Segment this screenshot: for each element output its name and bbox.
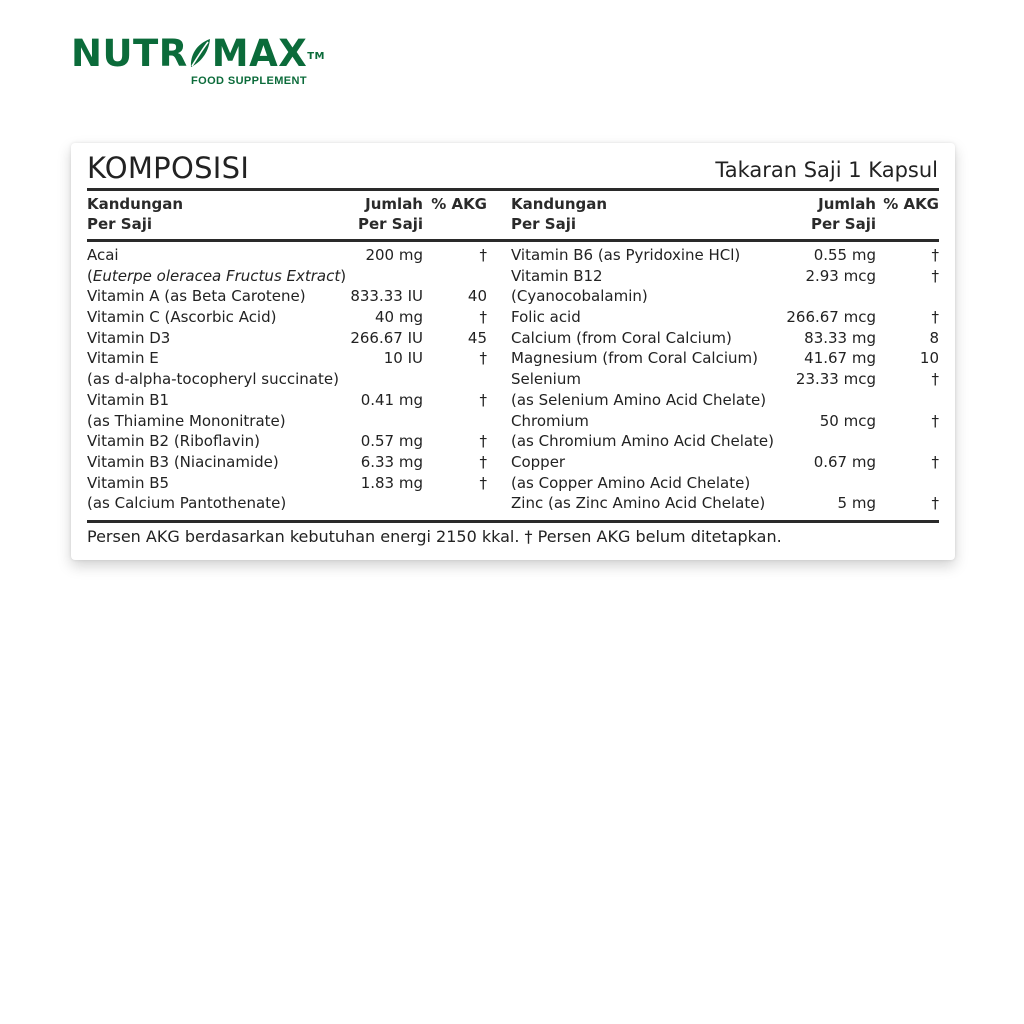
panel-title: KOMPOSISI [87,151,250,185]
table-row [511,348,939,369]
nutrient-akg: † [931,494,939,513]
footnote: Persen AKG berdasarkan kebutuhan energi 2150 kkal. † Persen AKG belum ditetapkan. [87,527,782,546]
nutrient-name: Copper [511,452,566,471]
logo-wordmark [71,34,325,74]
nutrient-name: Vitamin B6 (as Pyridoxine HCl) [511,246,741,264]
table-row [87,431,487,452]
nutrient-amount: 83.33 mg [804,328,876,347]
nutrient-amount: 23.33 mcg [795,370,876,389]
nutrient-name: Chromium [511,411,589,430]
table-row [511,473,939,494]
nutrient-name: Vitamin C (Ascorbic Acid) [87,308,277,327]
nutrient-amount: 2.93 mcg [805,266,876,285]
nutrient-amount: 6.33 mg [360,452,423,471]
left-rows [87,245,487,514]
right-rows [511,245,939,514]
nutrient-amount: 50 mcg [819,411,876,430]
table-row [87,369,487,390]
table-row [511,369,939,390]
nutrient-akg: † [479,349,487,368]
serving-size: Takaran Saji 1 Kapsul [715,158,938,182]
nutrient-akg: † [479,432,487,451]
table-row [87,493,487,514]
nutrient-name: (as Calcium Pantothenate) [87,494,287,513]
table-row [511,328,939,349]
table-row [87,348,487,369]
nutrient-name: Acai [87,246,119,264]
header-jumlah: Jumlah Per Saji [811,195,876,233]
nutrient-akg: † [479,246,487,264]
nutrient-amount: 40 mg [375,308,423,327]
nutrient-amount: 1.83 mg [360,473,423,492]
nutrient-amount: 5 mg [837,494,876,513]
table-row [87,286,487,307]
nutrient-akg: † [931,411,939,430]
nutrient-akg: † [931,266,939,285]
nutrient-name: Magnesium (from Coral Calcium) [511,349,758,368]
table-row [511,390,939,411]
header-akg: % AKG [883,195,939,213]
table-row [87,245,487,266]
nutrient-name: (as Copper Amino Acid Chelate) [511,473,751,492]
nutrient-akg: † [479,473,487,492]
table-row [511,307,939,328]
nutrient-name: (Euterpe oleracea Fructus Extract) [87,266,347,285]
logo-word-left: NUTR [71,32,188,75]
nutrient-amount: 10 IU [383,349,423,368]
nutrient-amount: 200 mg [365,246,423,264]
left-column [87,194,487,513]
header-akg: % AKG [431,195,487,213]
table-row [511,411,939,432]
trademark-mark: TM [307,51,326,62]
nutrient-amount: 266.67 mcg [786,308,876,327]
table-row [87,266,487,287]
nutrient-name: Vitamin E [87,349,159,368]
right-column-header [511,194,939,238]
nutrient-name: Vitamin B2 (Riboflavin) [87,432,261,451]
table-row [87,307,487,328]
nutrient-name: (as Selenium Amino Acid Chelate) [511,390,767,409]
table-row [511,452,939,473]
nutrient-akg: † [479,390,487,409]
header-kandungan: Kandungan Per Saji [511,195,608,233]
nutrient-name: Zinc (as Zinc Amino Acid Chelate) [511,494,766,513]
nutrient-akg: † [479,452,487,471]
nutrient-amount: 266.67 IU [350,328,423,347]
top-divider [87,188,939,191]
nutrient-name: (as Chromium Amino Acid Chelate) [511,432,775,451]
table-row [87,390,487,411]
logo-tagline: FOOD SUPPLEMENT [191,75,308,87]
nutrient-akg: † [931,452,939,471]
nutrient-name: Vitamin B12 [511,266,603,285]
nutrient-name: (as d-alpha-tocopheryl succinate) [87,370,339,389]
nutrient-akg: 40 [467,287,487,306]
nutrient-name: (Cyanocobalamin) [511,287,648,306]
nutrient-name: (as Thiamine Mononitrate) [87,411,286,430]
table-row [87,473,487,494]
nutrient-name: Vitamin D3 [87,328,171,347]
right-column [511,194,939,513]
composition-panel [71,143,955,560]
nutrient-amount: 0.55 mg [813,246,876,264]
bottom-divider [87,520,939,523]
header-divider [87,239,939,242]
table-row [87,411,487,432]
nutrient-akg: † [479,308,487,327]
table-row [511,493,939,514]
nutrient-name: Folic acid [511,308,581,327]
nutrient-name: Vitamin B1 [87,390,170,409]
nutrient-akg: 45 [467,328,487,347]
nutrient-akg: † [931,370,939,389]
nutrient-akg: 10 [919,349,939,368]
header-kandungan: Kandungan Per Saji [87,195,184,233]
table-row [511,431,939,452]
nutrient-akg: † [931,246,939,264]
nutrient-name: Vitamin A (as Beta Carotene) [87,287,306,306]
nutrient-name: Vitamin B3 (Niacinamide) [87,452,279,471]
nutrient-amount: 833.33 IU [350,287,423,306]
nutrient-akg: † [931,308,939,327]
nutrient-name: Selenium [511,370,581,389]
table-row [511,266,939,287]
nutrient-name: Vitamin B5 [87,473,170,492]
brand-logo [71,34,341,94]
nutrient-amount: 0.67 mg [813,452,876,471]
header-jumlah: Jumlah Per Saji [358,195,423,233]
nutrient-amount: 41.67 mg [804,349,876,368]
nutrient-amount: 0.41 mg [360,390,423,409]
table-row [511,286,939,307]
logo-word-right: MAX [211,32,308,75]
nutrient-akg: 8 [929,328,939,347]
leaf-icon [188,36,212,66]
nutrient-amount: 0.57 mg [360,432,423,451]
table-row [87,452,487,473]
table-row [87,328,487,349]
left-column-header [87,194,487,238]
table-row [511,245,939,266]
nutrient-name: Calcium (from Coral Calcium) [511,328,732,347]
